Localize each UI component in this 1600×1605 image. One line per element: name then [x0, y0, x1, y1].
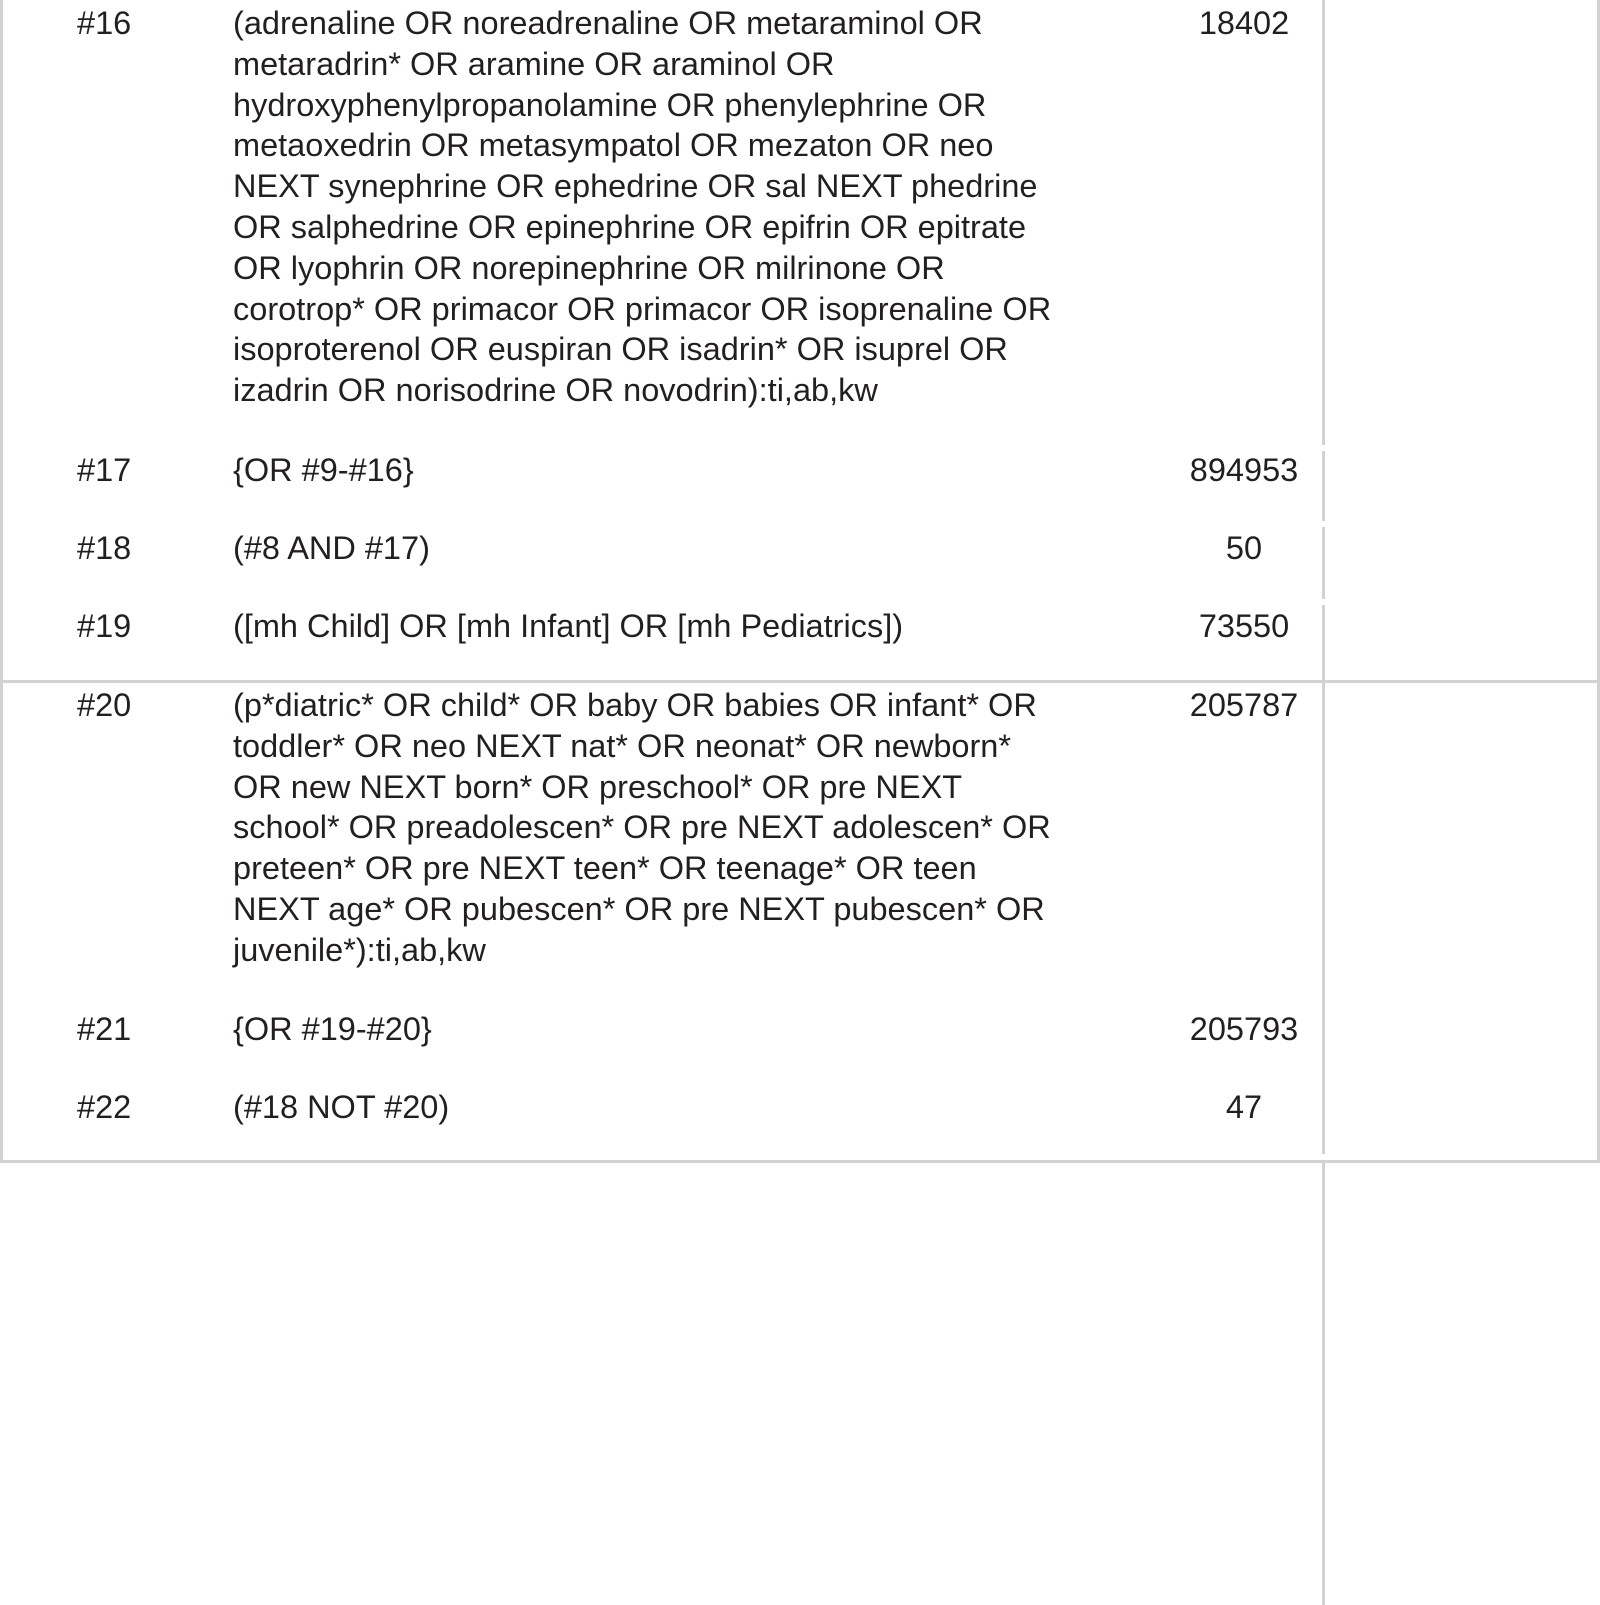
query-line: school* OR preadolescen* OR pre NEXT adolescen* OR: [233, 809, 1051, 846]
section-divider: [0, 680, 1600, 683]
row-query: [233, 3, 1133, 411]
query-line: corotrop* OR primacor OR primacor OR isoprenaline OR: [233, 290, 1052, 327]
query-line: OR lyophrin OR norepinephrine OR milrinone OR: [233, 249, 945, 286]
query-line: preteen* OR pre NEXT teen* OR teenage* OR teen: [233, 850, 977, 887]
row-query: [233, 1009, 1133, 1050]
row-id: #16: [77, 5, 132, 41]
query-line: hydroxyphenylpropanolamine OR phenylephrine OR: [233, 86, 987, 123]
row-count: 205793: [1189, 1011, 1299, 1047]
query-line: (#8 AND #17): [233, 530, 430, 566]
query-line: toddler* OR neo NEXT nat* OR neonat* OR newborn*: [233, 727, 1012, 764]
query-line: ([mh Child] OR [mh Infant] OR [mh Pediatrics]): [233, 608, 904, 644]
row-id: #20: [77, 687, 132, 723]
row-query: [233, 528, 1133, 569]
query-line: (adrenaline OR noreadrenaline OR metaraminol OR: [233, 5, 983, 41]
query-line: OR new NEXT born* OR preschool* OR pre NEXT: [233, 768, 963, 805]
row-query: [233, 685, 1133, 971]
row-id: #19: [77, 608, 132, 644]
query-line: juvenile*):ti,ab,kw: [233, 931, 486, 968]
row-query: [233, 450, 1133, 491]
row-count: 894953: [1189, 452, 1299, 488]
query-line: OR salphedrine OR epinephrine OR epifrin OR epitrate: [233, 208, 1027, 245]
row-id: #22: [77, 1089, 132, 1125]
query-line: NEXT age* OR pubescen* OR pre NEXT pubescen* OR: [233, 890, 1045, 927]
row-count: 47: [1225, 1089, 1263, 1125]
row-query: [233, 606, 1133, 647]
query-line: NEXT synephrine OR ephedrine OR sal NEXT phedrine: [233, 168, 1038, 205]
table-border-left: [0, 0, 3, 1163]
row-query: [233, 1087, 1133, 1128]
query-line: metaradrin* OR aramine OR araminol OR: [233, 45, 835, 82]
row-count: 205787: [1189, 687, 1299, 723]
query-line: izadrin OR norisodrine OR novodrin):ti,ab,kw: [233, 372, 878, 409]
query-line: {OR #19-#20}: [233, 1011, 432, 1047]
row-id: #18: [77, 530, 132, 566]
query-line: metaoxedrin OR metasympatol OR mezaton OR neo: [233, 127, 994, 164]
query-line: (#18 NOT #20): [233, 1089, 450, 1125]
row-id: #17: [77, 452, 132, 488]
query-line: (p*diatric* OR child* OR baby OR babies OR infant* OR: [233, 687, 1037, 723]
row-count: 50: [1225, 530, 1263, 566]
query-line: {OR #9-#16}: [233, 452, 414, 488]
row-count: 73550: [1198, 608, 1290, 644]
row-count: 18402: [1198, 5, 1290, 41]
query-line: isoproterenol OR euspiran OR isadrin* OR isuprel OR: [233, 331, 1008, 368]
column-divider: [1322, 0, 1325, 445]
row-id: #21: [77, 1011, 132, 1047]
